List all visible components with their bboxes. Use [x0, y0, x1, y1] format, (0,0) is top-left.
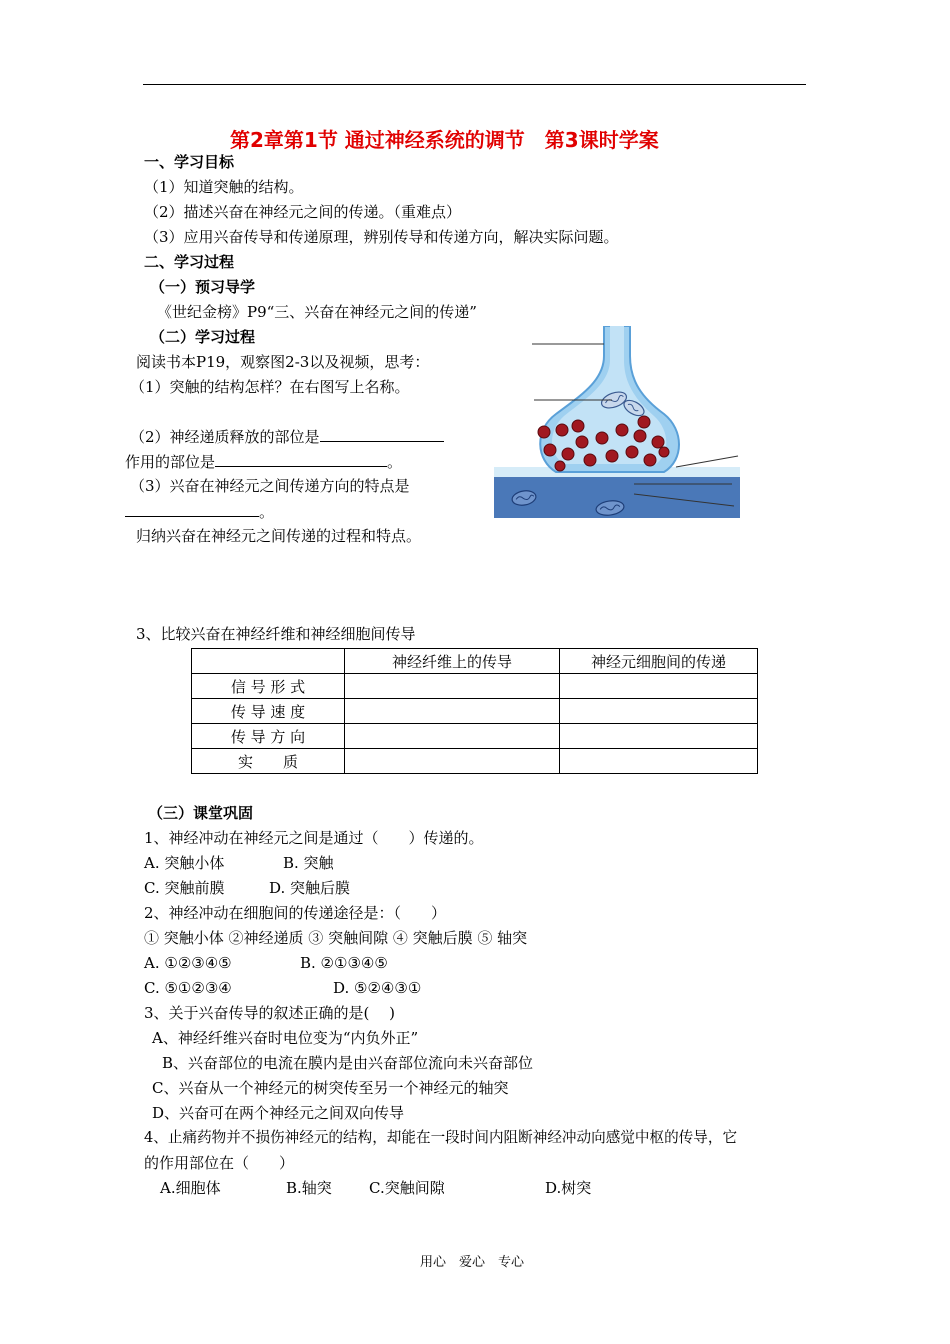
row-label: 传 导 方 向 [192, 724, 345, 749]
process-intro: 阅读书本P19，观察图2-3以及视频，思考： [136, 353, 430, 371]
table-row [192, 699, 758, 724]
comparison-table [191, 648, 758, 774]
table-cell[interactable] [560, 724, 758, 749]
table-row [192, 749, 758, 774]
objective-item: （2）描述兴奋在神经元之间的传递。（重难点） [144, 203, 462, 221]
question-2b-text: 作用的部位是 [125, 453, 216, 471]
option: A.细胞体 [160, 1179, 221, 1197]
practice-question-2: 2、神经冲动在细胞间的传递途径是：（ ） [144, 904, 447, 922]
table-cell[interactable] [345, 674, 560, 699]
question-2a-text: （2）神经递质释放的部位是 [130, 428, 320, 446]
option: C.突触间隙 [369, 1179, 445, 1197]
answer-blank[interactable] [320, 426, 444, 442]
process-heading: （二）学习过程 [150, 328, 256, 346]
practice-question-3: 3、关于兴奋传导的叙述正确的是( ) [144, 1004, 396, 1022]
practice-heading: （三）课堂巩固 [148, 804, 254, 822]
option: B.轴突 [286, 1179, 332, 1197]
row-label: 传 导 速 度 [192, 699, 345, 724]
option: A. ①②③④⑤ [144, 954, 232, 972]
table-cell[interactable] [345, 699, 560, 724]
question-2a [130, 426, 444, 447]
answer-blank[interactable] [215, 451, 387, 467]
table-header-cell: 神经纤维上的传导 [345, 649, 560, 674]
table-cell[interactable] [560, 699, 758, 724]
preview-text: 《世纪金榜》P9“三、兴奋在神经元之间的传递” [157, 303, 477, 321]
question-3-answer-line [125, 501, 274, 522]
table-header-cell: 神经元细胞间的传递 [560, 649, 758, 674]
option: D. 突触后膜 [269, 879, 351, 897]
option: C. ⑤①②③④ [144, 979, 232, 997]
option: D. ⑤②④③① [333, 979, 422, 997]
answer-blank[interactable] [125, 501, 259, 517]
section-objectives-heading: 一、学习目标 [144, 153, 235, 171]
table-cell[interactable] [345, 724, 560, 749]
compare-heading: 3、比较兴奋在神经纤维和神经细胞间传导 [136, 625, 416, 643]
page-title: 第2章第1节 通过神经系统的调节 第3课时学案 [230, 128, 659, 152]
option: B、兴奋部位的电流在膜内是由兴奋部位流向未兴奋部位 [162, 1054, 534, 1072]
practice-question-1: 1、神经冲动在神经元之间是通过（ ）传递的。 [144, 829, 484, 847]
preview-heading: （一）预习导学 [150, 278, 256, 296]
option: A、神经纤维兴奋时电位变为“内负外正” [152, 1029, 419, 1047]
practice-question-2-items: ① 突触小体 ②神经递质 ③ 突触间隙 ④ 突触后膜 ⑤ 轴突 [144, 929, 528, 947]
row-label: 信 号 形 式 [192, 674, 345, 699]
question-2b-end: 。 [387, 453, 403, 471]
question-2b [125, 451, 402, 472]
question-3: （3）兴奋在神经元之间传递方向的特点是 [130, 477, 410, 495]
option: C、兴奋从一个神经元的树突传至另一个神经元的轴突 [152, 1079, 509, 1097]
synapse-diagram [494, 326, 744, 518]
option: D.树突 [545, 1179, 592, 1197]
option: C. 突触前膜 [144, 879, 225, 897]
option: D、兴奋可在两个神经元之间双向传导 [152, 1104, 405, 1122]
option: B. ②①③④⑤ [300, 954, 388, 972]
header-rule [143, 84, 806, 85]
table-row [192, 724, 758, 749]
summary-prompt: 归纳兴奋在神经元之间传递的过程和特点。 [136, 527, 422, 545]
section-process-heading: 二、学习过程 [144, 253, 235, 271]
row-label: 实 质 [192, 749, 345, 774]
question-1: （1）突触的结构怎样？在右图写上名称。 [130, 378, 410, 396]
objective-item: （3）应用兴奋传导和传递原理，辨别传导和传递方向，解决实际问题。 [144, 228, 619, 246]
table-cell[interactable] [560, 749, 758, 774]
practice-question-4-cont: 的作用部位在（ ） [144, 1154, 295, 1172]
practice-question-4: 4、止痛药物并不损伤神经元的结构，却能在一段时间内阻断神经冲动向感觉中枢的传导，它 [144, 1129, 738, 1146]
option: A. 突触小体 [144, 854, 225, 872]
option: B. 突触 [283, 854, 334, 872]
table-cell[interactable] [560, 674, 758, 699]
question-3-end: 。 [259, 503, 275, 521]
page-footer: 用心 爱心 专心 [420, 1255, 525, 1270]
table-header-row [192, 649, 758, 674]
table-header-cell [192, 649, 345, 674]
objective-item: （1）知道突触的结构。 [144, 178, 304, 196]
table-row [192, 674, 758, 699]
table-cell[interactable] [345, 749, 560, 774]
